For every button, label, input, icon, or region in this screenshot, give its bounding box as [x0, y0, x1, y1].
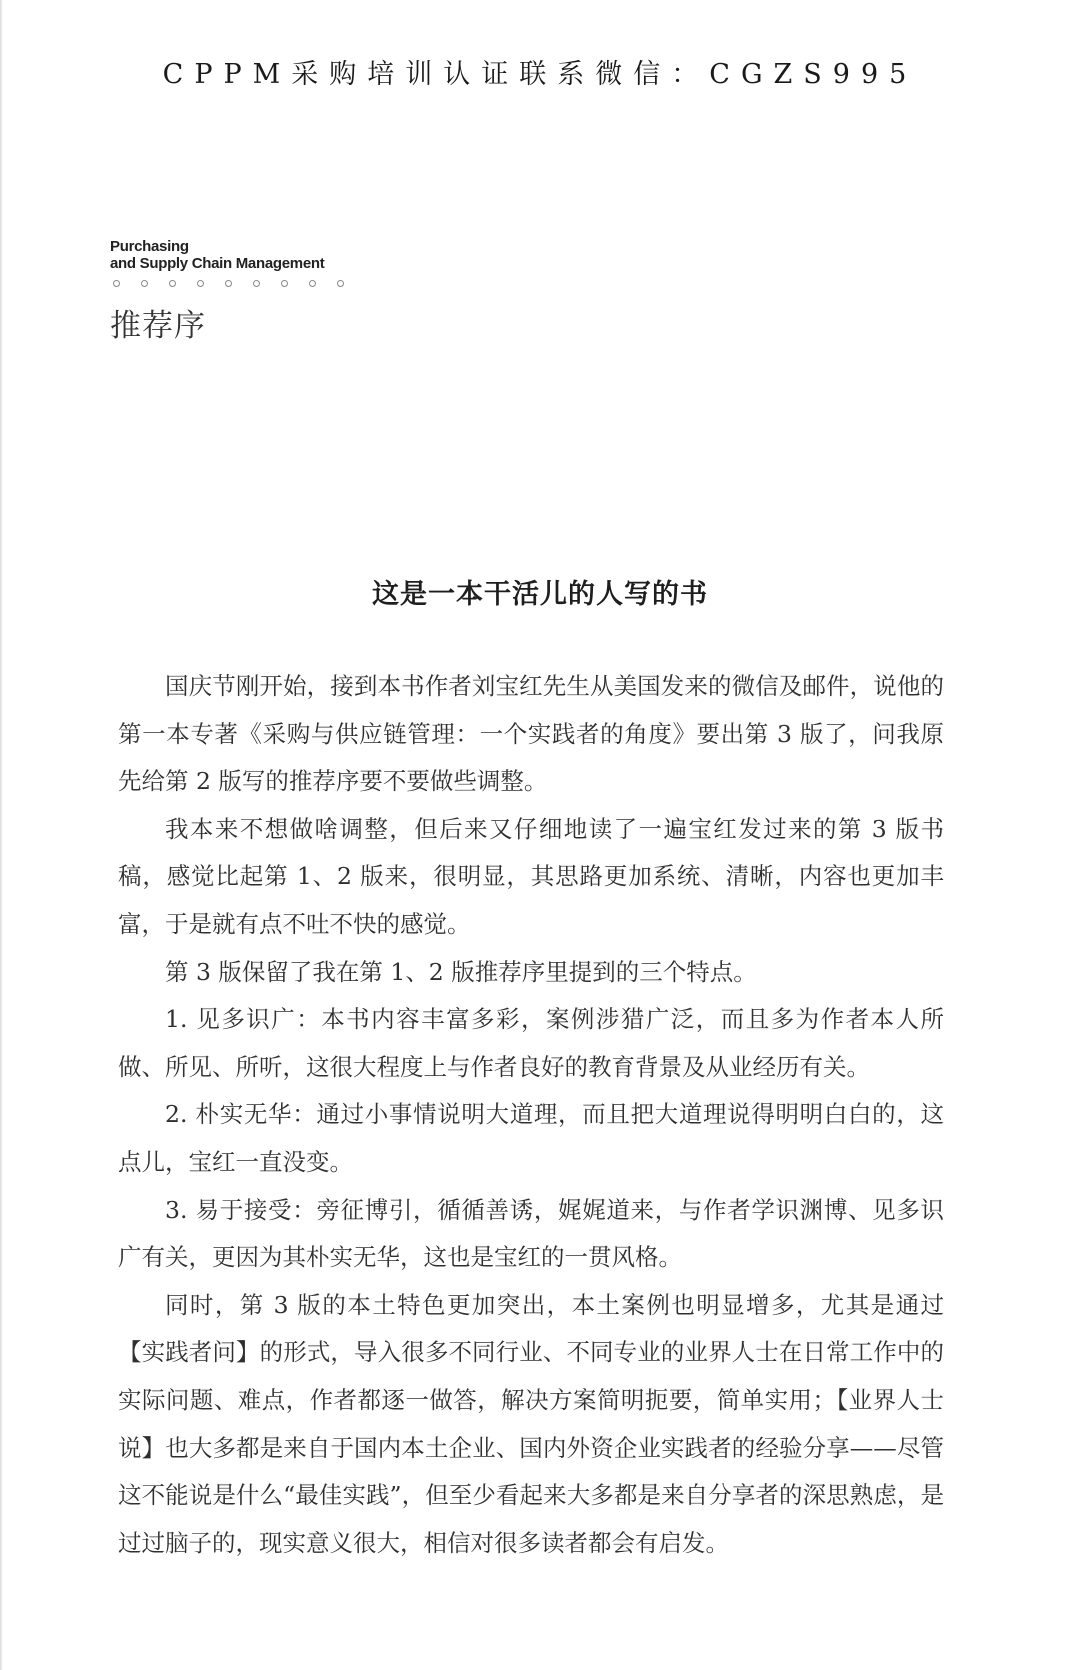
paragraph: 同时，第 3 版的本土特色更加突出，本土案例也明显增多，尤其是通过【实践者问】的形式，导入很多不同行业、不同专业的业界人士在日常工作中的实际问题、难点，作者都逐一做答，解决方案简明扼要，简单实用；【业界人士说】也大多都是来自于国内本土企业、国内外资企业实践者的经验分享——尽管这不能说是什么“最佳实践”，但至少看起来大多都是来自分享者的深思熟虑，是过过脑子的，现实意义很大，相信对很多读者都会有启发。 [118, 1290, 944, 1557]
section-tag-line-1: Purchasing [110, 238, 189, 255]
scan-edge-shadow [0, 0, 3, 1670]
dot-icon [197, 280, 204, 287]
section-title: 推荐序 [110, 308, 206, 344]
paragraph: 2. 朴实无华：通过小事情说明大道理，而且把大道理说得明明白白的，这点儿，宝红一直没变。 [118, 1100, 944, 1176]
section-tag [110, 238, 324, 272]
paragraph: 国庆节刚开始，接到本书作者刘宝红先生从美国发来的微信及邮件，说他的第一本专著《采购与供应链管理：一个实践者的角度》要出第 3 版了，问我原先给第 2 版写的推荐序要不要做些调整。 [118, 672, 944, 796]
dot-icon [337, 280, 344, 287]
watermark-contact: CPPM采购培训认证联系微信：CGZS995 [162, 59, 918, 90]
dot-icon [281, 280, 288, 287]
decorative-dots [113, 280, 344, 287]
paragraph: 我本来不想做啥调整，但后来又仔细地读了一遍宝红发过来的第 3 版书稿，感觉比起第 1、2 版来，很明显，其思路更加系统、清晰，内容也更加丰富，于是就有点不吐不快的感觉。 [118, 814, 944, 938]
dot-icon [309, 280, 316, 287]
essay-body [118, 663, 944, 1567]
essay-title: 这是一本干活儿的人写的书 [372, 579, 708, 610]
dot-icon [253, 280, 260, 287]
paragraph: 3. 易于接受：旁征博引，循循善诱，娓娓道来，与作者学识渊博、见多识广有关，更因为其朴实无华，这也是宝红的一贯风格。 [118, 1195, 944, 1272]
section-tag-line-2: and Supply Chain Management [110, 255, 325, 272]
dot-icon [141, 280, 148, 287]
dot-icon [169, 280, 176, 287]
dot-icon [225, 280, 232, 287]
paragraph: 1. 见多识广：本书内容丰富多彩，案例涉猎广泛，而且多为作者本人所做、所见、所听，这很大程度上与作者良好的教育背景及从业经历有关。 [118, 1005, 944, 1081]
paragraph: 第 3 版保留了我在第 1、2 版推荐序里提到的三个特点。 [165, 957, 757, 986]
dot-icon [113, 280, 120, 287]
